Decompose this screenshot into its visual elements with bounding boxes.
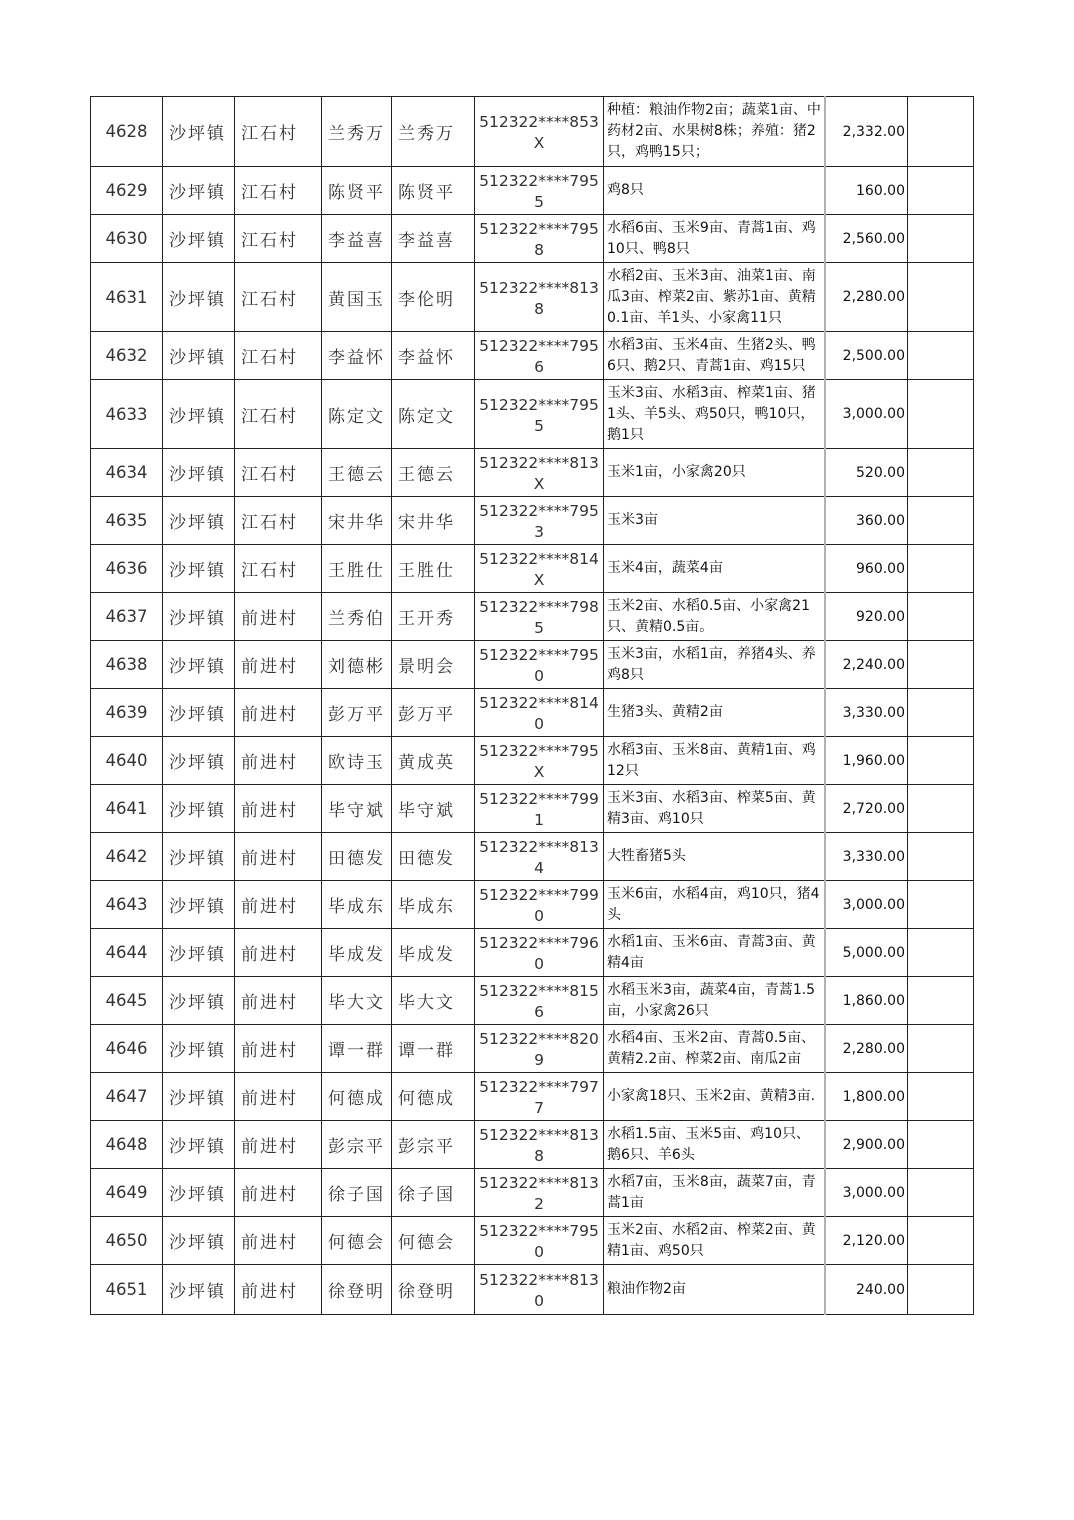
subsidy-items-cell: [604, 689, 825, 737]
payee-name-cell: 毕守斌: [392, 785, 475, 833]
subsidy-items-text: 粮油作物2亩: [607, 1281, 686, 1297]
table-row: [91, 1073, 974, 1121]
amount-cell: 920.00: [825, 593, 908, 641]
remarks-cell: [908, 881, 974, 929]
village-cell: 江石村: [235, 215, 322, 263]
subsidy-items-cell: [604, 1169, 825, 1217]
householder-name-cell: 兰秀万: [322, 97, 392, 167]
remarks-cell: [908, 641, 974, 689]
householder-name-cell: 刘德彬: [322, 641, 392, 689]
payee-name-cell: 李益怀: [392, 332, 475, 380]
payee-name-cell: 彭万平: [392, 689, 475, 737]
payee-name-cell: 李益喜: [392, 215, 475, 263]
amount-cell: 2,332.00: [825, 97, 908, 167]
subsidy-items-cell: [604, 263, 825, 332]
id-number-cell: 512322****7950: [475, 1217, 604, 1265]
row-number-cell: 4634: [91, 449, 163, 497]
householder-name-cell: 谭一群: [322, 1025, 392, 1073]
id-number-cell: 512322****8134: [475, 833, 604, 881]
id-number-cell: 512322****8156: [475, 977, 604, 1025]
subsidy-items-text: 大牲畜猪5头: [607, 848, 686, 864]
subsidy-items-cell: [604, 215, 825, 263]
subsidy-items-text: 玉米3亩: [607, 512, 658, 528]
id-number-cell: 512322****795X: [475, 737, 604, 785]
village-cell: 江石村: [235, 167, 322, 215]
table-row: [91, 215, 974, 263]
row-number-cell: 4636: [91, 545, 163, 593]
amount-cell: 2,900.00: [825, 1121, 908, 1169]
amount-cell: 2,500.00: [825, 332, 908, 380]
id-number-cell: 512322****7955: [475, 380, 604, 449]
town-cell: 沙坪镇: [163, 497, 235, 545]
village-cell: 前进村: [235, 977, 322, 1025]
amount-cell: 240.00: [825, 1265, 908, 1315]
id-number-cell: 512322****813X: [475, 449, 604, 497]
subsidy-items-text: 种植：粮油作物2亩；蔬菜1亩、中药材2亩、水果树8株；养殖：猪2只，鸡鸭15只；: [607, 102, 821, 160]
remarks-cell: [908, 97, 974, 167]
amount-cell: 360.00: [825, 497, 908, 545]
remarks-cell: [908, 497, 974, 545]
id-number-cell: 512322****7955: [475, 167, 604, 215]
village-cell: 前进村: [235, 1217, 322, 1265]
payee-name-cell: 彭宗平: [392, 1121, 475, 1169]
town-cell: 沙坪镇: [163, 215, 235, 263]
row-number-cell: 4643: [91, 881, 163, 929]
town-cell: 沙坪镇: [163, 332, 235, 380]
amount-cell: 1,800.00: [825, 1073, 908, 1121]
householder-name-cell: 毕成发: [322, 929, 392, 977]
row-number-cell: 4645: [91, 977, 163, 1025]
payee-name-cell: 黄成英: [392, 737, 475, 785]
row-number-cell: 4650: [91, 1217, 163, 1265]
table-row: [91, 1169, 974, 1217]
payee-name-cell: 何德会: [392, 1217, 475, 1265]
id-number-cell: 512322****8138: [475, 1121, 604, 1169]
village-cell: 江石村: [235, 545, 322, 593]
amount-cell: 520.00: [825, 449, 908, 497]
remarks-cell: [908, 380, 974, 449]
payee-name-cell: 毕成发: [392, 929, 475, 977]
remarks-cell: [908, 785, 974, 833]
ledger-body: [91, 97, 974, 1315]
amount-cell: 2,560.00: [825, 215, 908, 263]
id-number-cell: 512322****7985: [475, 593, 604, 641]
id-number-cell: 512322****7991: [475, 785, 604, 833]
row-number-cell: 4644: [91, 929, 163, 977]
amount-cell: 3,330.00: [825, 833, 908, 881]
town-cell: 沙坪镇: [163, 689, 235, 737]
subsidy-items-text: 玉米4亩，蔬菜4亩: [607, 560, 723, 576]
amount-cell: 2,240.00: [825, 641, 908, 689]
row-number-cell: 4635: [91, 497, 163, 545]
remarks-cell: [908, 737, 974, 785]
subsidy-items-text: 小家禽18只、玉米2亩、黄精3亩.: [607, 1088, 816, 1104]
row-number-cell: 4633: [91, 380, 163, 449]
row-number-cell: 4637: [91, 593, 163, 641]
amount-cell: 2,280.00: [825, 1025, 908, 1073]
town-cell: 沙坪镇: [163, 1217, 235, 1265]
town-cell: 沙坪镇: [163, 593, 235, 641]
amount-cell: 3,330.00: [825, 689, 908, 737]
table-row: [91, 545, 974, 593]
row-number-cell: 4638: [91, 641, 163, 689]
table-row: [91, 332, 974, 380]
payee-name-cell: 陈贤平: [392, 167, 475, 215]
amount-cell: 3,000.00: [825, 881, 908, 929]
id-number-cell: 512322****7953: [475, 497, 604, 545]
payee-name-cell: 徐子国: [392, 1169, 475, 1217]
subsidy-items-text: 水稻1亩、玉米6亩、青蒿3亩、黄精4亩: [607, 933, 816, 971]
subsidy-items-text: 水稻4亩、玉米2亩、青蒿0.5亩、黄精2.2亩、榨菜2亩、南瓜2亩: [607, 1029, 816, 1067]
subsidy-items-text: 玉米2亩、水稻0.5亩、小家禽21只、黄精0.5亩。: [607, 597, 810, 635]
subsidy-items-cell: [604, 449, 825, 497]
village-cell: 前进村: [235, 1265, 322, 1315]
remarks-cell: [908, 593, 974, 641]
remarks-cell: [908, 1025, 974, 1073]
village-cell: 前进村: [235, 737, 322, 785]
remarks-cell: [908, 215, 974, 263]
subsidy-items-cell: [604, 332, 825, 380]
town-cell: 沙坪镇: [163, 1265, 235, 1315]
town-cell: 沙坪镇: [163, 449, 235, 497]
table-row: [91, 977, 974, 1025]
subsidy-items-text: 水稻2亩、玉米3亩、油菜1亩、南瓜3亩、榨菜2亩、紫苏1亩、黄精0.1亩、羊1头、小家禽11只: [607, 267, 816, 326]
subsidy-ledger-table: [90, 96, 974, 1315]
table-row: [91, 97, 974, 167]
subsidy-items-cell: [604, 1217, 825, 1265]
id-number-cell: 512322****8140: [475, 689, 604, 737]
table-row: [91, 833, 974, 881]
table-row: [91, 785, 974, 833]
amount-cell: 3,000.00: [825, 1169, 908, 1217]
householder-name-cell: 彭宗平: [322, 1121, 392, 1169]
town-cell: 沙坪镇: [163, 737, 235, 785]
table-row: [91, 689, 974, 737]
payee-name-cell: 宋井华: [392, 497, 475, 545]
id-number-cell: 512322****8209: [475, 1025, 604, 1073]
village-cell: 前进村: [235, 689, 322, 737]
town-cell: 沙坪镇: [163, 833, 235, 881]
remarks-cell: [908, 833, 974, 881]
subsidy-items-cell: [604, 1121, 825, 1169]
subsidy-items-text: 玉米3亩，水稻1亩，养猪4头、养鸡8只: [607, 645, 816, 683]
subsidy-items-text: 水稻1.5亩、玉米5亩、鸡10只、鹅6只、羊6头: [607, 1125, 810, 1163]
subsidy-items-cell: [604, 380, 825, 449]
payee-name-cell: 陈定文: [392, 380, 475, 449]
row-number-cell: 4646: [91, 1025, 163, 1073]
id-number-cell: 512322****853X: [475, 97, 604, 167]
amount-cell: 1,960.00: [825, 737, 908, 785]
id-number-cell: 512322****7958: [475, 215, 604, 263]
town-cell: 沙坪镇: [163, 167, 235, 215]
householder-name-cell: 李益怀: [322, 332, 392, 380]
table-row: [91, 593, 974, 641]
remarks-cell: [908, 1073, 974, 1121]
householder-name-cell: 王胜仕: [322, 545, 392, 593]
payee-name-cell: 毕大文: [392, 977, 475, 1025]
subsidy-items-text: 玉米1亩，小家禽20只: [607, 464, 746, 480]
id-number-cell: 512322****7956: [475, 332, 604, 380]
village-cell: 江石村: [235, 497, 322, 545]
subsidy-items-cell: [604, 97, 825, 167]
row-number-cell: 4651: [91, 1265, 163, 1315]
town-cell: 沙坪镇: [163, 785, 235, 833]
householder-name-cell: 田德发: [322, 833, 392, 881]
town-cell: 沙坪镇: [163, 545, 235, 593]
remarks-cell: [908, 1169, 974, 1217]
village-cell: 前进村: [235, 881, 322, 929]
town-cell: 沙坪镇: [163, 1169, 235, 1217]
row-number-cell: 4647: [91, 1073, 163, 1121]
payee-name-cell: 王胜仕: [392, 545, 475, 593]
village-cell: 江石村: [235, 449, 322, 497]
householder-name-cell: 兰秀伯: [322, 593, 392, 641]
village-cell: 前进村: [235, 641, 322, 689]
remarks-cell: [908, 545, 974, 593]
remarks-cell: [908, 449, 974, 497]
town-cell: 沙坪镇: [163, 380, 235, 449]
row-number-cell: 4629: [91, 167, 163, 215]
town-cell: 沙坪镇: [163, 1025, 235, 1073]
table-row: [91, 929, 974, 977]
amount-cell: 5,000.00: [825, 929, 908, 977]
table-row: [91, 449, 974, 497]
amount-cell: 160.00: [825, 167, 908, 215]
payee-name-cell: 徐登明: [392, 1265, 475, 1315]
row-number-cell: 4632: [91, 332, 163, 380]
amount-cell: 960.00: [825, 545, 908, 593]
row-number-cell: 4642: [91, 833, 163, 881]
householder-name-cell: 何德成: [322, 1073, 392, 1121]
remarks-cell: [908, 1265, 974, 1315]
row-number-cell: 4640: [91, 737, 163, 785]
town-cell: 沙坪镇: [163, 263, 235, 332]
subsidy-items-text: 水稻3亩、玉米4亩、生猪2头、鸭6只、鹅2只、青蒿1亩、鸡15只: [607, 336, 816, 374]
table-row: [91, 881, 974, 929]
village-cell: 前进村: [235, 1025, 322, 1073]
town-cell: 沙坪镇: [163, 97, 235, 167]
table-row: [91, 167, 974, 215]
amount-cell: 3,000.00: [825, 380, 908, 449]
householder-name-cell: 毕大文: [322, 977, 392, 1025]
row-number-cell: 4641: [91, 785, 163, 833]
subsidy-items-cell: [604, 593, 825, 641]
table-row: [91, 1217, 974, 1265]
table-row: [91, 641, 974, 689]
id-number-cell: 512322****7960: [475, 929, 604, 977]
payee-name-cell: 景明会: [392, 641, 475, 689]
table-row: [91, 497, 974, 545]
subsidy-items-text: 玉米2亩、水稻2亩、榨菜2亩、黄精1亩、鸡50只: [607, 1221, 816, 1259]
subsidy-items-cell: [604, 1025, 825, 1073]
householder-name-cell: 宋井华: [322, 497, 392, 545]
table-row: [91, 1265, 974, 1315]
village-cell: 前进村: [235, 593, 322, 641]
id-number-cell: 512322****8130: [475, 1265, 604, 1315]
row-number-cell: 4649: [91, 1169, 163, 1217]
village-cell: 前进村: [235, 1169, 322, 1217]
town-cell: 沙坪镇: [163, 977, 235, 1025]
id-number-cell: 512322****7950: [475, 641, 604, 689]
subsidy-items-cell: [604, 785, 825, 833]
village-cell: 江石村: [235, 263, 322, 332]
householder-name-cell: 毕成东: [322, 881, 392, 929]
id-number-cell: 512322****7977: [475, 1073, 604, 1121]
subsidy-items-cell: [604, 737, 825, 785]
payee-name-cell: 李伦明: [392, 263, 475, 332]
subsidy-items-cell: [604, 1265, 825, 1315]
row-number-cell: 4628: [91, 97, 163, 167]
remarks-cell: [908, 929, 974, 977]
town-cell: 沙坪镇: [163, 641, 235, 689]
subsidy-items-cell: [604, 545, 825, 593]
town-cell: 沙坪镇: [163, 1121, 235, 1169]
id-number-cell: 512322****7990: [475, 881, 604, 929]
householder-name-cell: 何德会: [322, 1217, 392, 1265]
payee-name-cell: 谭一群: [392, 1025, 475, 1073]
payee-name-cell: 何德成: [392, 1073, 475, 1121]
subsidy-items-text: 水稻6亩、玉米9亩、青蒿1亩、鸡10只、鸭8只: [607, 219, 816, 257]
subsidy-items-text: 鸡8只: [607, 182, 644, 198]
householder-name-cell: 陈贤平: [322, 167, 392, 215]
householder-name-cell: 彭万平: [322, 689, 392, 737]
subsidy-items-cell: [604, 641, 825, 689]
village-cell: 前进村: [235, 1121, 322, 1169]
id-number-cell: 512322****814X: [475, 545, 604, 593]
row-number-cell: 4631: [91, 263, 163, 332]
payee-name-cell: 王德云: [392, 449, 475, 497]
row-number-cell: 4648: [91, 1121, 163, 1169]
table-row: [91, 737, 974, 785]
town-cell: 沙坪镇: [163, 1073, 235, 1121]
subsidy-items-text: 玉米3亩、水稻3亩、榨菜5亩、黄精3亩、鸡10只: [607, 789, 816, 827]
table-row: [91, 1121, 974, 1169]
subsidy-items-cell: [604, 497, 825, 545]
subsidy-items-text: 玉米6亩，水稻4亩，鸡10只，猪4头: [607, 885, 820, 923]
table-row: [91, 380, 974, 449]
town-cell: 沙坪镇: [163, 881, 235, 929]
amount-cell: 1,860.00: [825, 977, 908, 1025]
amount-cell: 2,720.00: [825, 785, 908, 833]
amount-cell: 2,120.00: [825, 1217, 908, 1265]
payee-name-cell: 毕成东: [392, 881, 475, 929]
remarks-cell: [908, 263, 974, 332]
subsidy-items-text: 生猪3头、黄精2亩: [607, 704, 723, 720]
village-cell: 江石村: [235, 380, 322, 449]
table-row: [91, 263, 974, 332]
subsidy-items-cell: [604, 167, 825, 215]
subsidy-items-text: 玉米3亩、水稻3亩、榨菜1亩、猪1头、羊5头、鸡50只，鸭10只，鹅1只: [607, 384, 816, 443]
village-cell: 江石村: [235, 97, 322, 167]
subsidy-items-cell: [604, 1073, 825, 1121]
householder-name-cell: 徐登明: [322, 1265, 392, 1315]
subsidy-items-cell: [604, 929, 825, 977]
remarks-cell: [908, 1121, 974, 1169]
subsidy-items-cell: [604, 833, 825, 881]
householder-name-cell: 王德云: [322, 449, 392, 497]
remarks-cell: [908, 977, 974, 1025]
subsidy-items-text: 水稻3亩、玉米8亩、黄精1亩、鸡12只: [607, 741, 816, 779]
remarks-cell: [908, 167, 974, 215]
householder-name-cell: 徐子国: [322, 1169, 392, 1217]
id-number-cell: 512322****8132: [475, 1169, 604, 1217]
householder-name-cell: 黄国玉: [322, 263, 392, 332]
subsidy-items-text: 水稻玉米3亩，蔬菜4亩，青蒿1.5亩，小家禽26只: [607, 981, 816, 1019]
row-number-cell: 4639: [91, 689, 163, 737]
village-cell: 前进村: [235, 1073, 322, 1121]
row-number-cell: 4630: [91, 215, 163, 263]
payee-name-cell: 王开秀: [392, 593, 475, 641]
subsidy-items-cell: [604, 881, 825, 929]
village-cell: 江石村: [235, 332, 322, 380]
payee-name-cell: 田德发: [392, 833, 475, 881]
amount-cell: 2,280.00: [825, 263, 908, 332]
householder-name-cell: 欧诗玉: [322, 737, 392, 785]
subsidy-items-text: 水稻7亩，玉米8亩，蔬菜7亩，青蒿1亩: [607, 1173, 816, 1211]
remarks-cell: [908, 1217, 974, 1265]
table-row: [91, 1025, 974, 1073]
householder-name-cell: 李益喜: [322, 215, 392, 263]
householder-name-cell: 陈定文: [322, 380, 392, 449]
householder-name-cell: 毕守斌: [322, 785, 392, 833]
village-cell: 前进村: [235, 833, 322, 881]
remarks-cell: [908, 689, 974, 737]
village-cell: 前进村: [235, 785, 322, 833]
subsidy-items-cell: [604, 977, 825, 1025]
village-cell: 前进村: [235, 929, 322, 977]
payee-name-cell: 兰秀万: [392, 97, 475, 167]
id-number-cell: 512322****8138: [475, 263, 604, 332]
town-cell: 沙坪镇: [163, 929, 235, 977]
remarks-cell: [908, 332, 974, 380]
